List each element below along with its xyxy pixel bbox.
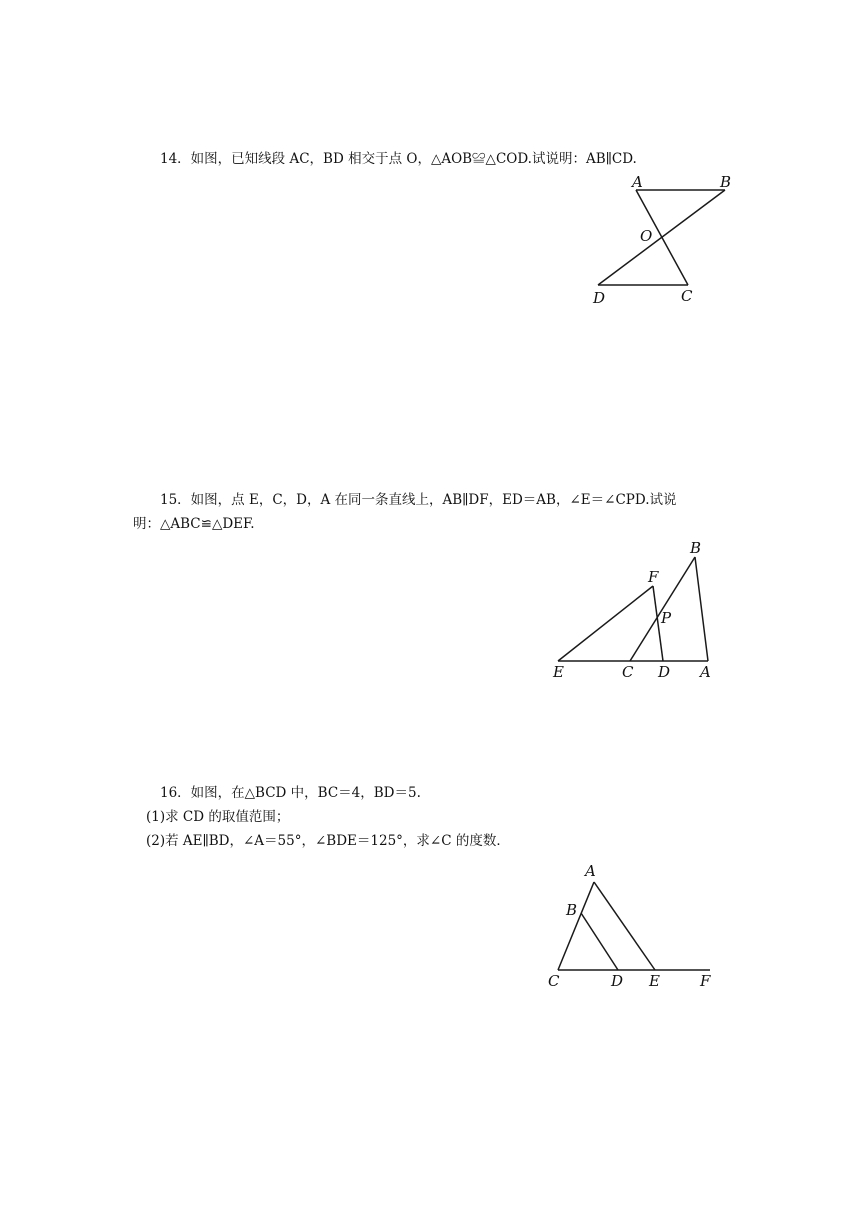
question-14-text: 14．如图，已知线段 AC，BD 相交于点 O，△AOB≌△COD.试说明：AB∥CD.	[160, 151, 637, 167]
figure-14	[560, 165, 760, 315]
segment-ae	[594, 882, 655, 970]
label-a: A	[632, 173, 643, 191]
label-o: O	[640, 227, 653, 245]
label-f: F	[700, 972, 711, 990]
segment-ef	[558, 586, 653, 661]
segment-ba	[695, 557, 708, 661]
question-15-line-2: 明：△ABC≌△DEF.	[133, 516, 255, 532]
label-a: A	[700, 663, 711, 681]
label-f: F	[648, 568, 659, 586]
segment-bd	[581, 913, 618, 970]
label-c: C	[622, 663, 634, 681]
label-e: E	[553, 663, 564, 681]
label-b: B	[690, 539, 702, 557]
label-e: E	[649, 972, 660, 990]
label-b: B	[720, 173, 732, 191]
question-15-line-1: 15．如图，点 E，C，D，A 在同一条直线上，AB∥DF，ED＝AB，∠E＝∠CPD.试说	[160, 492, 677, 508]
label-d: D	[593, 289, 606, 307]
question-16-line-1: 16．如图，在△BCD 中，BC＝4，BD＝5.	[160, 785, 421, 801]
label-d: D	[658, 663, 671, 681]
label-c: C	[548, 972, 560, 990]
label-d: D	[611, 972, 624, 990]
figure-15	[540, 535, 740, 685]
label-a: A	[585, 862, 596, 880]
question-16-line-3: (2)若 AE∥BD，∠A＝55°，∠BDE＝125°，求∠C 的度数．	[146, 833, 510, 849]
question-16-line-2: (1)求 CD 的取值范围；	[146, 809, 290, 825]
figure-16	[540, 858, 730, 998]
label-c: C	[681, 287, 693, 305]
segment-bd	[598, 190, 725, 285]
label-p: P	[661, 609, 672, 627]
label-b: B	[566, 901, 578, 919]
